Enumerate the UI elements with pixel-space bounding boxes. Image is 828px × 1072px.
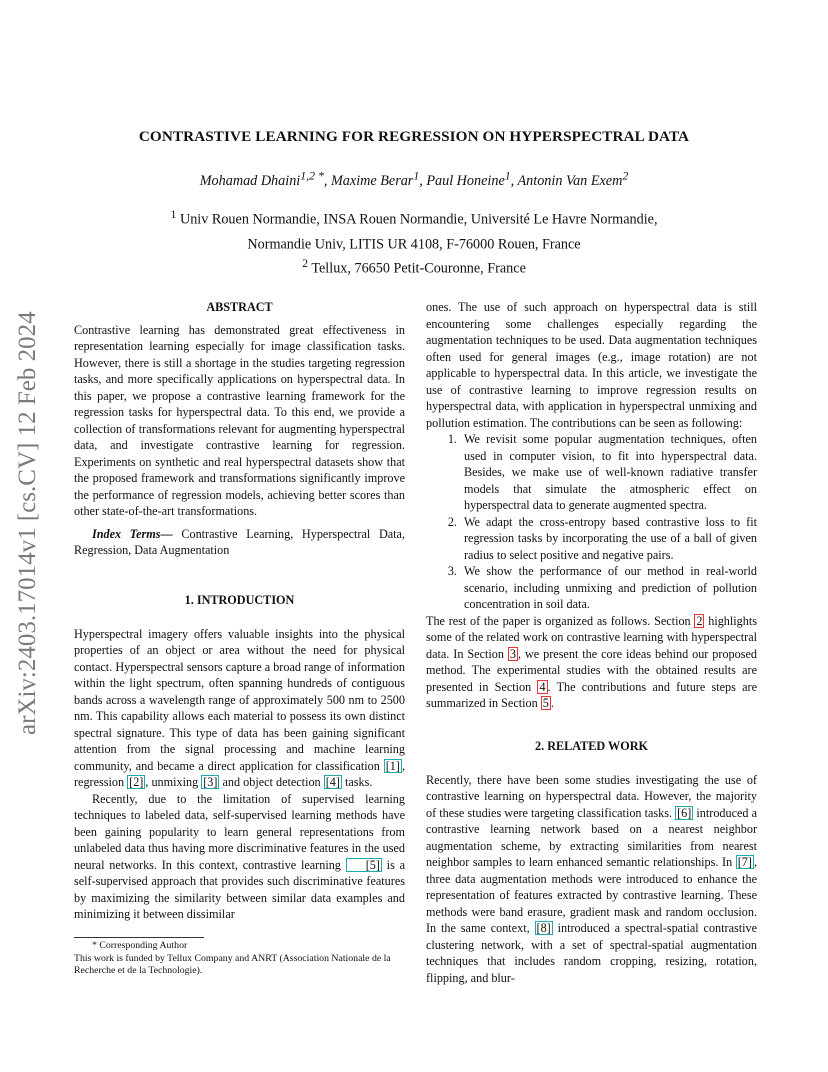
author: Maxime Berar$^1$,	[330, 168, 427, 189]
affiliation-line: $^2$ Tellux, 76650 Petit-Couronne, France	[302, 256, 526, 278]
list-item: 2. We adapt the cross-entropy based contrastive loss to fit regression tasks by incorporating the use of a ball of given radius to select positive and negative pairs.	[460, 514, 757, 564]
paper-outline: The rest of the paper is organized as follows. Section 2 highlights some of the related work on contrastive learning with hyperspectral data. In Section 3 , we present the core ideas behind our proposed method. The experimental studies with the obtained results are presented in Section 4 . The contributions and future steps are summarized in Section 5 .	[426, 613, 758, 710]
index-terms: Index Terms— Contrastive Learning, Hyperspectral Data, Regression, Data Augmentation	[74, 526, 405, 557]
abstract-heading: ABSTRACT	[206, 300, 273, 314]
abstract-section	[74, 299, 405, 559]
affiliations	[0, 205, 828, 279]
related-work-section	[426, 738, 757, 986]
section-link[interactable]: 5	[542, 696, 549, 710]
related-paragraph: Recently, there have been some studies investigating the use of contrastive learning on hyperspectral data. However, the majority of these studies were targeting classification tasks. [6] introduced a contrastive learning network based on a nearest neighbor augmentation scheme, by extracting similarities from nearest neighbor samples to learn enhanced semantic relationships. In [7] , three data augmentation methods were introduced to enhance the representation of features extracted by contrastive learning. These methods were band erasure, gradient mask and random occlusion. In the same context, [8] introduced a spectral-spatial contrastive clustering network, with a set of spectral-spatial augmentation techniques that includes random cropping, resizing, rotation, flipping, and blur-	[426, 772, 757, 985]
section-link[interactable]: 3	[509, 646, 516, 661]
citation-link[interactable]: [5]	[346, 858, 382, 872]
section-link[interactable]: 2	[696, 613, 703, 628]
citation-link[interactable]: [6]	[677, 805, 692, 820]
citation-link[interactable]: [8]	[536, 921, 551, 935]
arxiv-stamp: arXiv:2403.17014v1 [cs.CV] 12 Feb 2024	[14, 311, 41, 735]
intro-paragraph-2: Recently, due to the limitation of supervised learning techniques to labeled data, self-supervised learning methods have been gaining popularity to learn general representations from unlabeled data thus having more discriminative features in the used neural networks. In this context, contrastive learning [5] is a self-supervised approach that provides such discriminative features by maximizing the similarity between similar data examples and minimizing it between dissimilar	[74, 791, 405, 921]
footnote	[74, 940, 405, 978]
related-heading: 2. RELATED WORK	[535, 739, 648, 753]
author: Mohamad Dhaini$^{1,2 *}$,	[199, 168, 331, 189]
affiliation-line: Normandie Univ, LITIS UR 4108, F-76000 Rouen, France	[247, 236, 581, 253]
intro-heading: 1. INTRODUCTION	[184, 593, 295, 607]
footnote-corresponding: * Corresponding Author	[92, 940, 188, 951]
introduction-section	[74, 592, 405, 923]
author-list	[0, 168, 828, 190]
citation-link[interactable]: [3]	[203, 775, 218, 789]
contribution-list	[426, 431, 757, 613]
paper-title: CONTRASTIVE LEARNING FOR REGRESSION ON HYPERSPECTRAL DATA	[138, 128, 690, 145]
footnote-funding: This work is funded by Tellux Company and ANRT (Association Nationale de la Recherche et de la Technologie).	[74, 952, 391, 976]
citation-link[interactable]: [7]	[737, 855, 752, 869]
citation-link[interactable]: [4]	[325, 775, 340, 789]
section-link[interactable]: 4	[539, 679, 546, 694]
list-item: 3. We show the performance of our method in real-world scenario, including unmixing and prediction of pollution concentration in soil data.	[460, 563, 757, 613]
intro-paragraph-1: Hyperspectral imagery offers valuable insights into the physical properties of an object or area without the need for physical contact. Hyperspectral sensors capture a broad range of information within the light spectrum, often spanning hundreds of contiguous bands across a wavelength range of approximately 500 nm to 2500 nm. This capability allows each material to possess its own distinct spectral signature. This type of data has been gaining significant attention from the signal processing and machine learning community, and became a direct application for classification [1] , regression [2] , unmixing [3] and object detection [4] tasks.	[74, 626, 405, 789]
list-item: 1. We revisit some popular augmentation techniques, often used in computer vision, to fit into hyperspectral data. Besides, we make use of well-known radiative transfer models that simulate the atmospheric effect on hyperspectral data to generate augmented spectra.	[460, 431, 757, 514]
footnote-rule	[74, 937, 204, 938]
right-column	[426, 299, 757, 712]
author: Paul Honeine$^1$,	[426, 168, 518, 189]
citation-link[interactable]: [1]	[385, 758, 400, 773]
author: Antonin Van Exem$^2$	[517, 168, 629, 189]
abstract-text: Contrastive learning has demonstrated great effectiveness in representation learning especially for image classification tasks. However, there is still a shortage in the studies targeting regression tasks, and more specifically applications on hyperspectral data. In this paper, we propose a contrastive learning framework for the regression tasks for hyperspectral data. To this end, we provide a collection of transformations relevant for augmenting hyperspectral data, and investigate contrastive learning for regression. Experiments on synthetic and real hyperspectral datasets show that the proposed framework and transformations significantly improve the performance of regression models, achieving better scores than other state-of-the-art transformations.	[74, 322, 405, 518]
citation-link[interactable]: [2]	[129, 775, 144, 789]
intro-continuation: ones. The use of such approach on hyperspectral data is still encountering some challenges especially regarding the augmentation techniques to be used. Data augmentation techniques often used for general images (e.g., image rotation) are not applicable to hyperspectral data. In this article, we investigate the use of contrastive learning to improve regression results on hyperspectral data, with application in hyperspectral unmixing and pollution estimation. The contributions can be seen as following:	[426, 300, 757, 430]
affiliation-line: $^1$ Univ Rouen Normandie, INSA Rouen Normandie, Université Le Havre Normandie,	[170, 207, 658, 228]
